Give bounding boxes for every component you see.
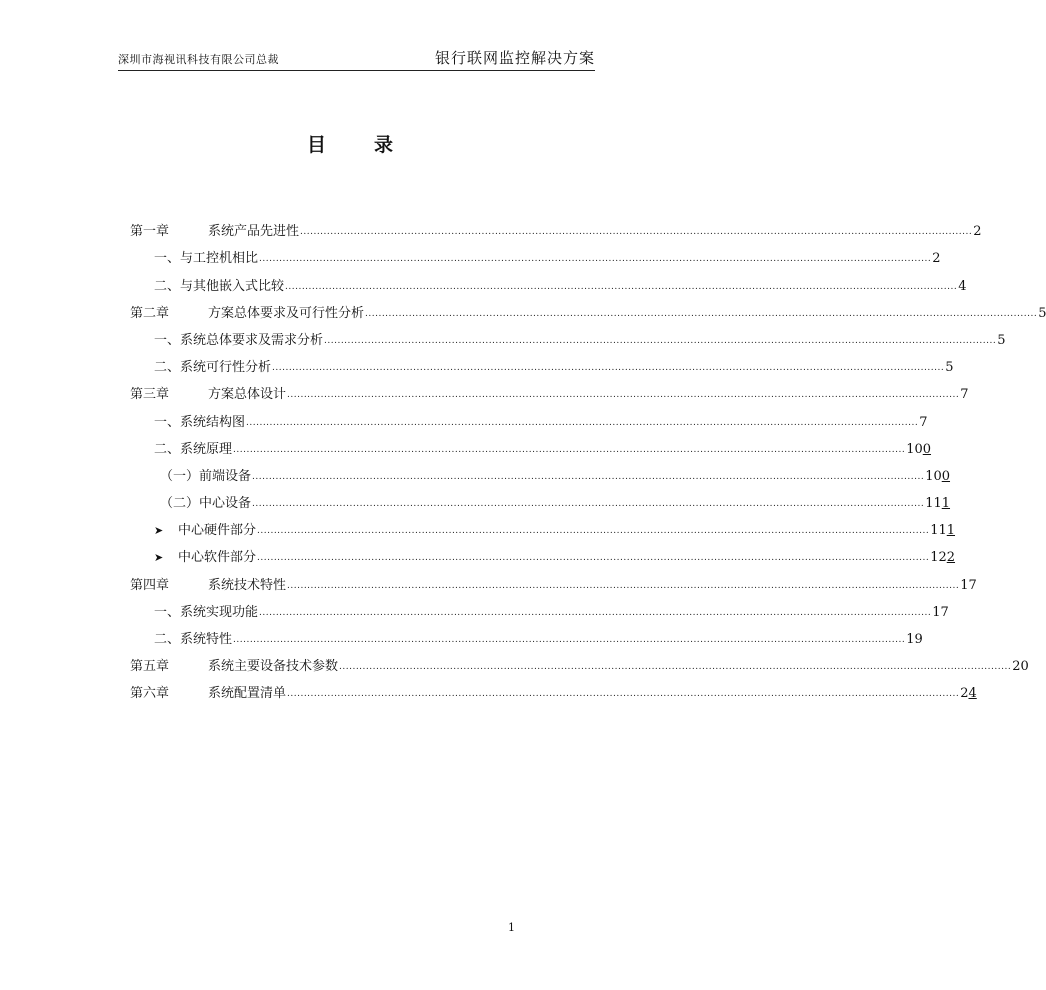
leader-dots: ........................................................................................................................................................................................................ xyxy=(285,281,958,292)
leader-dots: ........................................................................................................................................................................................................ xyxy=(257,553,930,564)
section-title: 一、系统总体要求及需求分析 xyxy=(154,332,324,348)
toc-entry-section[interactable] xyxy=(130,621,923,648)
leader-dots: ........................................................................................................................................................................................................ xyxy=(272,363,945,374)
page-number: 17 xyxy=(932,604,949,620)
page-number: 19 xyxy=(906,632,923,647)
toc-entry-section[interactable] xyxy=(130,267,967,294)
page-header xyxy=(118,48,595,71)
chapter-number: 第四章 xyxy=(130,577,170,593)
toc-entry-section[interactable] xyxy=(130,431,932,458)
page-number: 2 xyxy=(932,251,941,267)
page-number: 111 xyxy=(925,496,951,512)
toc-entry-section[interactable] xyxy=(130,403,928,430)
page-number: 122 xyxy=(930,550,956,566)
chapter-title: 系统配置清单 xyxy=(208,686,287,702)
toc-entry-section[interactable] xyxy=(130,322,1006,349)
toc-heading-char-1: 目 xyxy=(306,134,326,156)
page-number: 24 xyxy=(960,686,977,702)
leader-dots: ........................................................................................................................................................................................................ xyxy=(257,526,930,537)
toc-entry-subsection[interactable] xyxy=(130,458,951,485)
page-number: 2 xyxy=(973,224,982,240)
chapter-title: 方案总体要求及可行性分析 xyxy=(208,305,365,321)
page-number: 5 xyxy=(1038,305,1046,321)
leader-dots: ........................................................................................................................................................................................................ xyxy=(324,335,997,346)
page-number: 4 xyxy=(958,278,967,294)
company-name: 深圳市海视讯科技有限公司总裁 xyxy=(118,53,279,66)
leader-dots: ........................................................................................................................................................................................................ xyxy=(287,390,960,401)
toc-heading xyxy=(0,130,700,157)
section-title: 二、与其他嵌入式比较 xyxy=(154,278,285,294)
chapter-number: 第六章 xyxy=(130,686,170,702)
toc-entry-chapter-6[interactable] xyxy=(130,675,977,702)
toc-entry-section[interactable] xyxy=(130,594,949,621)
section-title: 一、与工控机相比 xyxy=(154,251,259,267)
leader-dots: ........................................................................................................................................................................................................ xyxy=(233,444,906,455)
section-title: 二、系统原理 xyxy=(154,441,233,457)
leader-dots: ........................................................................................................................................................................................................ xyxy=(300,227,973,238)
toc-entry-chapter-3[interactable] xyxy=(130,376,969,403)
subsection-title: （一）前端设备 xyxy=(160,468,252,484)
leader-dots: ........................................................................................................................................................................................................ xyxy=(252,471,925,482)
leader-dots: ........................................................................................................................................................................................................ xyxy=(259,254,932,265)
toc-entry-chapter-1[interactable] xyxy=(130,213,982,240)
bullet-title: 中心软件部分 xyxy=(178,550,257,566)
leader-dots: ........................................................................................................................................................................................................ xyxy=(365,308,1038,319)
bullet-title: 中心硬件部分 xyxy=(178,523,257,539)
leader-dots: ........................................................................................................................................................................................................ xyxy=(233,635,906,645)
section-title: 一、系统实现功能 xyxy=(154,604,259,620)
subsection-title: （二）中心设备 xyxy=(160,496,252,512)
toc-entry-chapter-5[interactable] xyxy=(130,648,1029,675)
chapter-number: 第二章 xyxy=(130,305,170,321)
arrow-bullet-icon: ➤ xyxy=(154,524,164,538)
page-number: 5 xyxy=(997,332,1006,348)
toc-entry-section[interactable] xyxy=(130,240,941,267)
leader-dots: ........................................................................................................................................................................................................ xyxy=(246,417,919,428)
page-number: 7 xyxy=(960,387,969,403)
chapter-title: 系统主要设备技术参数 xyxy=(208,659,339,675)
toc-entry-section[interactable] xyxy=(130,349,954,376)
toc-entry-chapter-4[interactable] xyxy=(130,566,977,593)
page-number: 7 xyxy=(919,414,928,430)
section-title: 一、系统结构图 xyxy=(154,414,246,430)
leader-dots: ........................................................................................................................................................................................................ xyxy=(339,662,1012,673)
page-number: 100 xyxy=(925,468,951,484)
page-number: 5 xyxy=(945,360,954,376)
leader-dots: ........................................................................................................................................................................................................ xyxy=(252,499,925,510)
chapter-number: 第一章 xyxy=(130,224,170,240)
toc-heading-char-2: 录 xyxy=(374,134,394,156)
section-title: 二、系统可行性分析 xyxy=(154,360,272,376)
chapter-number: 第五章 xyxy=(130,659,170,675)
page-number: 17 xyxy=(960,577,977,593)
page-number: 100 xyxy=(906,441,932,457)
leader-dots: ........................................................................................................................................................................................................ xyxy=(287,689,960,700)
page-number: 111 xyxy=(930,523,956,539)
chapter-title: 系统产品先进性 xyxy=(208,224,300,240)
page-number: 20 xyxy=(1012,659,1029,675)
toc-entry-bullet[interactable] xyxy=(130,539,956,566)
chapter-title: 方案总体设计 xyxy=(208,387,287,403)
toc-entry-chapter-2[interactable] xyxy=(130,295,1046,322)
chapter-title: 系统技术特性 xyxy=(208,577,287,593)
arrow-bullet-icon: ➤ xyxy=(154,551,164,565)
table-of-contents xyxy=(130,213,1046,702)
chapter-number: 第三章 xyxy=(130,387,170,403)
footer-page-number: 1 xyxy=(508,921,515,934)
document-title: 银行联网监控解决方案 xyxy=(434,49,595,67)
toc-entry-subsection[interactable] xyxy=(130,485,951,512)
leader-dots: ........................................................................................................................................................................................................ xyxy=(259,607,932,618)
toc-entry-bullet[interactable] xyxy=(130,512,956,539)
leader-dots: ........................................................................................................................................................................................................ xyxy=(287,580,960,591)
section-title: 二、系统特性 xyxy=(154,632,233,647)
